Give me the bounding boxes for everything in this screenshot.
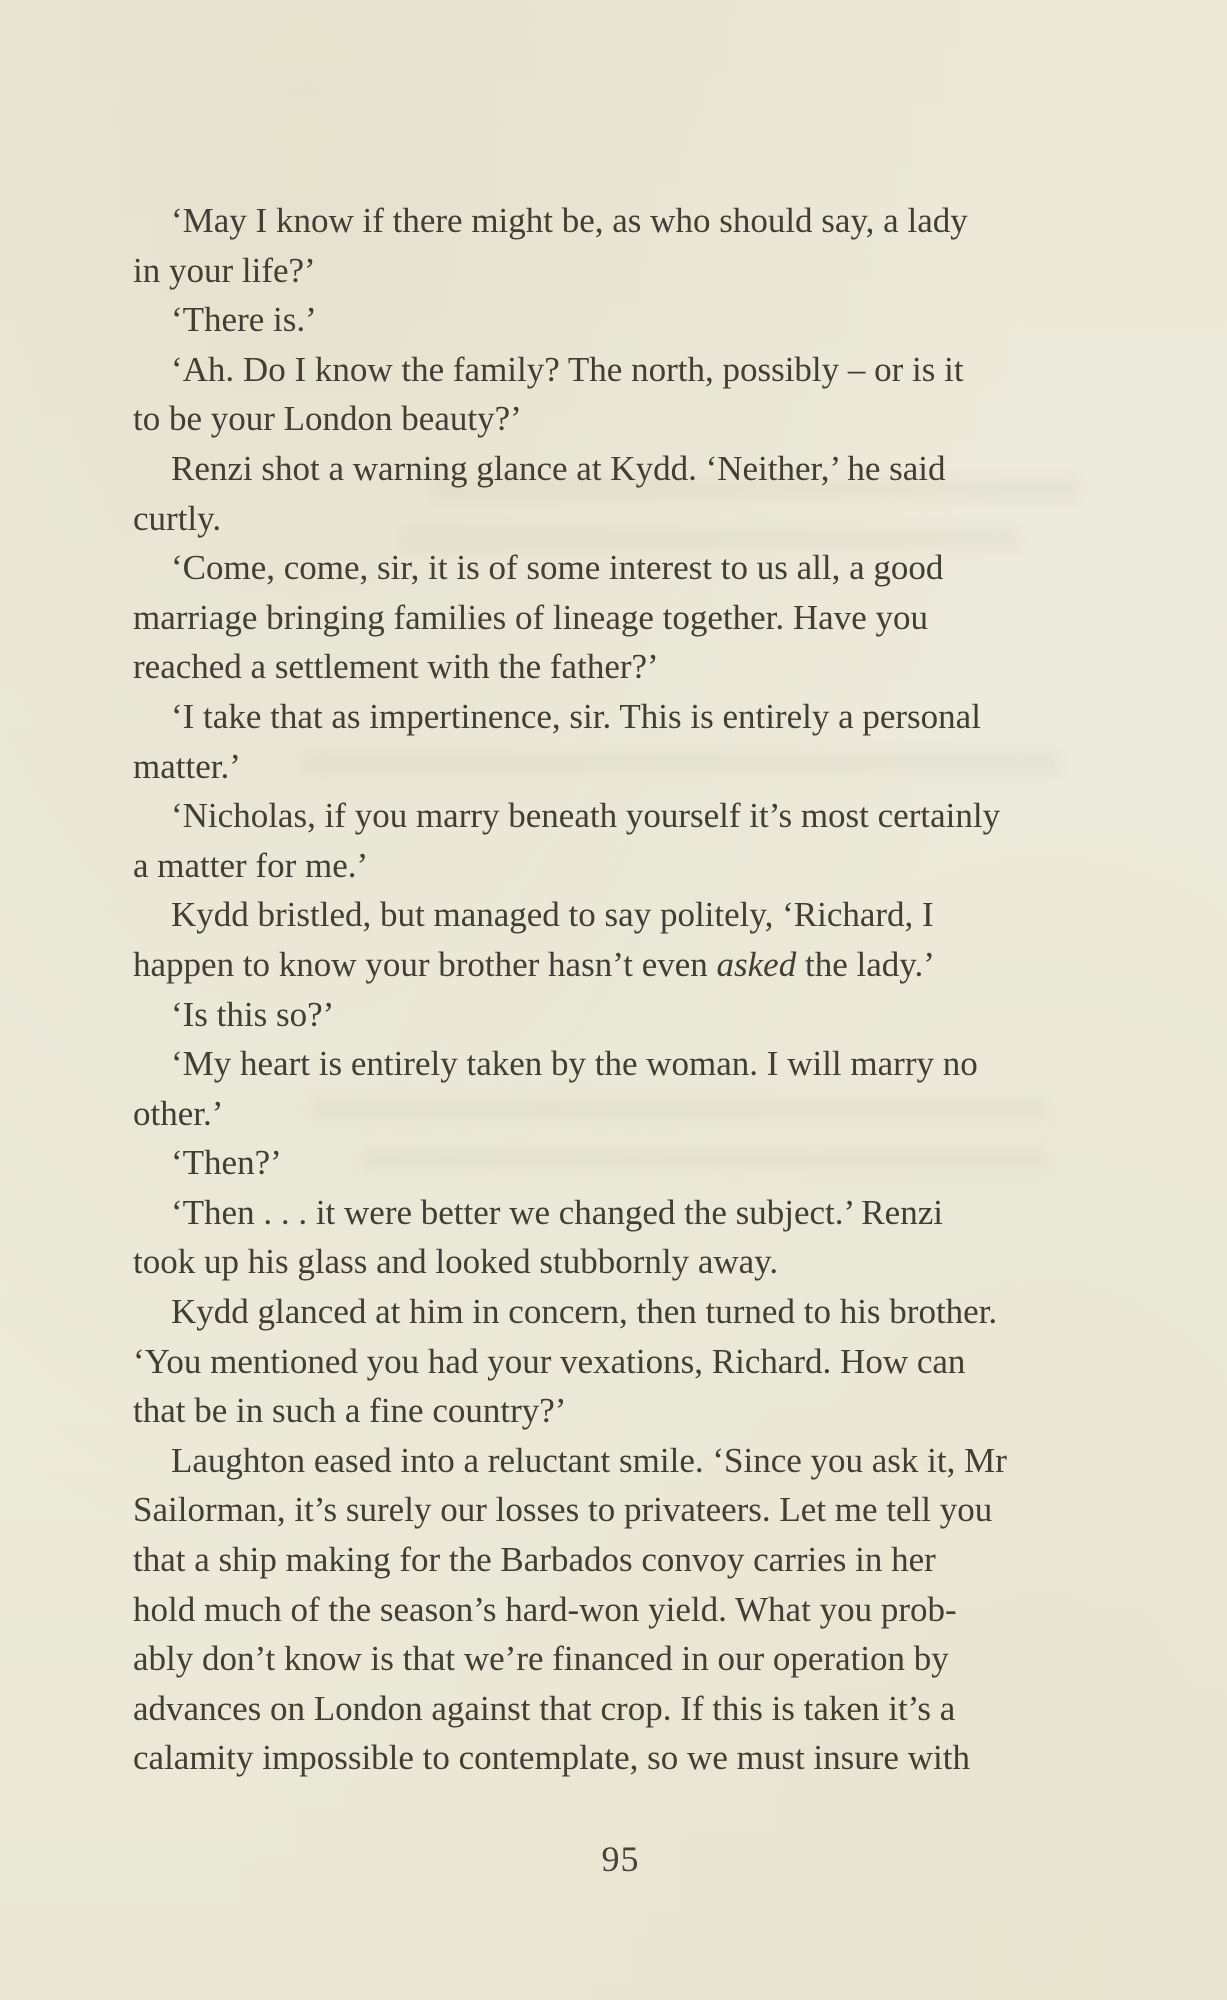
- text-line: ‘You mentioned you had your vexations, Richard. How can: [133, 1341, 966, 1381]
- text-line: ‘Ah. Do I know the family? The north, possibly – or is it: [171, 349, 964, 389]
- page-number: 95: [601, 1839, 640, 1879]
- text-line: ‘Is this so?’: [171, 994, 335, 1034]
- text-line: Kydd glanced at him in concern, then turned to his brother.: [171, 1292, 998, 1332]
- text-line: ably don’t know is that we’re financed in our operation by: [133, 1639, 949, 1679]
- text-line: matter.’: [133, 746, 241, 786]
- text-line: ‘My heart is entirely taken by the woman. I will marry no: [171, 1044, 978, 1084]
- text-line: that a ship making for the Barbados convoy carries in her: [133, 1540, 936, 1580]
- text-line: to be your London beauty?’: [133, 399, 522, 439]
- text-line: Renzi shot a warning glance at Kydd. ‘Neither,’ he said: [171, 448, 946, 488]
- text-line: ‘May I know if there might be, as who should say, a lady: [171, 201, 968, 240]
- text-line: took up his glass and looked stubbornly away.: [133, 1242, 779, 1282]
- text-line: curtly.: [133, 498, 222, 538]
- text-line: ‘Then . . . it were better we changed the subject.’ Renzi: [171, 1192, 943, 1232]
- text-line: calamity impossible to contemplate, so we must insure with: [133, 1738, 970, 1778]
- text-line: happen to know your brother hasn’t even asked the lady.’: [133, 944, 935, 984]
- text-line: ‘Nicholas, if you marry beneath yourself it’s most certainly: [171, 796, 1001, 836]
- text-line: hold much of the season’s hard-won yield. What you prob-: [133, 1589, 957, 1629]
- text-line: advances on London against that crop. If this is taken it’s a: [133, 1688, 956, 1728]
- text-line: Kydd bristled, but managed to say politely, ‘Richard, I: [171, 895, 934, 935]
- text-line: ‘Then?’: [171, 1143, 282, 1183]
- text-line: that be in such a fine country?’: [133, 1391, 567, 1431]
- text-line: Sailorman, it’s surely our losses to privateers. Let me tell you: [133, 1490, 993, 1530]
- text-line: marriage bringing families of lineage together. Have you: [133, 597, 929, 637]
- text-line: a matter for me.’: [133, 845, 369, 885]
- text-line: ‘There is.’: [171, 300, 317, 340]
- text-line: ‘Come, come, sir, it is of some interest to us all, a good: [171, 548, 944, 588]
- text-line: other.’: [133, 1093, 224, 1133]
- text-line: reached a settlement with the father?’: [133, 647, 659, 687]
- text-block: [133, 196, 1108, 1783]
- text-line: ‘I take that as impertinence, sir. This is entirely a personal: [171, 696, 981, 736]
- text-line: in your life?’: [133, 250, 316, 290]
- text-line: Laughton eased into a reluctant smile. ‘Since you ask it, Mr: [171, 1440, 1007, 1480]
